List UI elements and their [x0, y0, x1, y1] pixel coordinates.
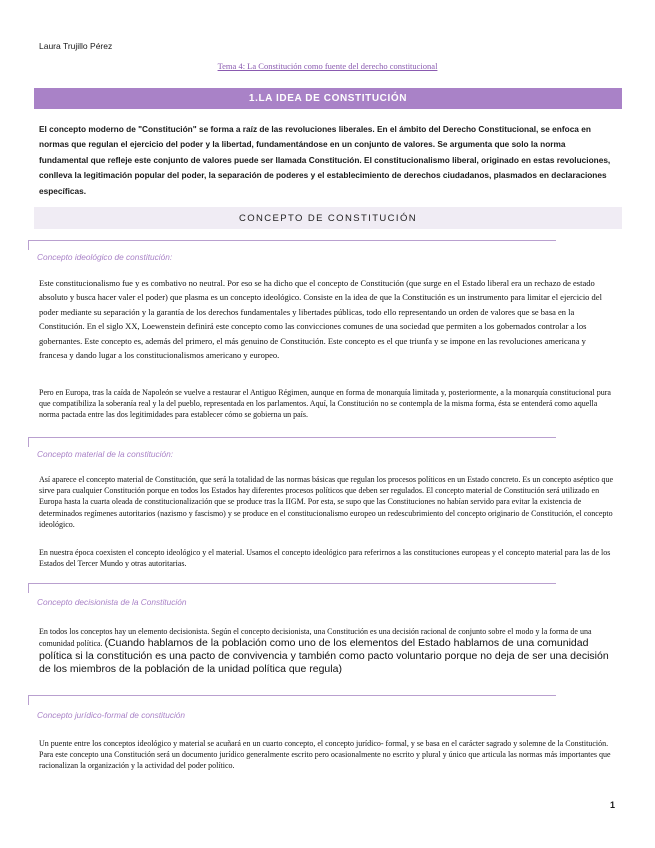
- heading-decisionista: Concepto decisionista de la Constitución: [37, 597, 187, 607]
- heading-ideologico: Concepto ideológico de constitución:: [37, 252, 173, 262]
- intro-paragraph: El concepto moderno de "Constitución" se forma a raíz de las revoluciones liberales. En el ámbito del Derecho Constitucional, se enfoca en normas que regulan el ejercicio del poder y la libertad, fundamentándose en un conjunto de valores. Se argumenta que solo la norma fundamental que refleje este conjunto de valores puede ser llamada Constitución. El constitucionalismo liberal, originado en estas revoluciones, conlleva la legitimación popular del poder, la separación de poderes y el establecimiento de derechos ciudadanos, plasmados en declaraciones específicas.: [39, 124, 611, 196]
- section-title: 1.LA IDEA DE CONSTITUCIÓN: [248, 93, 408, 104]
- section-rule-tick: [28, 437, 29, 447]
- section-rule: [28, 437, 556, 438]
- author-name: Laura Trujillo Pérez: [39, 41, 113, 51]
- paragraph-material-1: Así aparece el concepto material de Constitución, que será la totalidad de las normas básicas que regulan los procesos políticos en un Estado concreto. Es un concepto aséptico que sirve para cualquier Constitución porque en todos los Estados hay diferentes procesos políticos que deben ser regulados. El concepto material de Constitución será utilizado en Europa hasta la cuarta oleada de constitucionalización que se produce tras la IIGM. Por esta, se supo que las Constituciones no habían servido para evitar la existencia de determinados regímenes autoritarios (nazismo y fascismo) y se produce en el constitucionalismo europeo un redescubrimiento del concepto originario de Constitución, el concepto ideológico.: [39, 475, 614, 529]
- decisionista-text: En todos los conceptos hay un elemento decisionista. Según el concepto decisionista, una Constitución es una decisión racional de conjunto sobre el modo y la forma de una comunidad política.: [39, 627, 592, 649]
- page-number: 1: [610, 800, 616, 810]
- section-rule: [28, 583, 556, 584]
- section-rule-tick: [28, 695, 29, 705]
- paragraph-ideologico-2: Pero en Europa, tras la caída de Napoleón se vuelve a restaurar el Antiguo Régimen, aunque en forma de monarquía limitada y, posteriormente, a la monarquía constitucional pura que compatibiliza la soberanía real y la del pueblo, representada en los parlamentos. Aquí, la Constitución no se contempla de la misma forma, ésta se entenderá como aquella norma pactada entre las dos legitimidades para establecer cómo se gobierna un país.: [39, 388, 611, 420]
- section-rule-tick: [28, 583, 29, 593]
- subsection-title-bar: [34, 207, 622, 229]
- heading-juridico: Concepto jurídico-formal de constitución: [37, 710, 186, 720]
- section-rule: [28, 695, 556, 696]
- section-rule: [28, 240, 556, 241]
- heading-material: Concepto material de la constitución:: [37, 449, 174, 459]
- decisionista-note: (Cuando hablamos de la población como uno de los elementos del Estado hablamos de una comunidad política si la constitución es una pacto de convivencia y también como pacto voluntario porque no deja de ser una decisión de los miembros de la población de la unidad política que regula): [39, 637, 609, 676]
- document-subtitle: Tema 4: La Constitución como fuente del derecho constitucional: [217, 61, 438, 71]
- section-title-bar: [34, 88, 622, 109]
- subsection-title: CONCEPTO DE CONSTITUCIÓN: [238, 212, 418, 224]
- paragraph-decisionista: [39, 626, 616, 676]
- paragraph-ideologico-1: Este constitucionalismo fue y es combativo no neutral. Por eso se ha dicho que el concepto de Constitución (que surge en el Estado liberal era un rechazo de estado absoluto y busca hacer valer el poder) que plasma es un concepto ideológico. Consiste en la idea de que la Constitución es un instrumento para limitar el ejercicio del poder mediante su separación y la garantía de los derechos fundamentales y libertades públicas, todo ello representando un orden de valores que se basa en la Constitución. En el siglo XX, Loewenstein definirá este concepto como las convicciones comunes de una sociedad que permiten a los gobernados controlar a los gobernantes. Este concepto es, además del primero, el más genuino de Constitución. Este concepto es el que triunfa y se impone en las revoluciones americana y francesa y dando lugar a los constitucionalismos americano y europeo.: [39, 278, 602, 361]
- paragraph-material-2: En nuestra época coexisten el concepto ideológico y el material. Usamos el concepto ideológico para referirnos a las constituciones europeas y el concepto material para las de los Estados del Tercer Mundo y otras autoritarias.: [39, 548, 611, 569]
- section-rule-tick: [28, 240, 29, 250]
- paragraph-juridico: Un puente entre los conceptos ideológico y material se acuñará en un cuarto concepto, el concepto jurídico- formal, y se basa en el carácter sagrado y solemne de la Constitución. Para este concepto una Constitución será un documento jurídico generalmente escrito pero ocasionalmente no escrito y plural y único que articula las normas más importantes que racionalizan la organización y la actividad del poder político.: [39, 739, 611, 771]
